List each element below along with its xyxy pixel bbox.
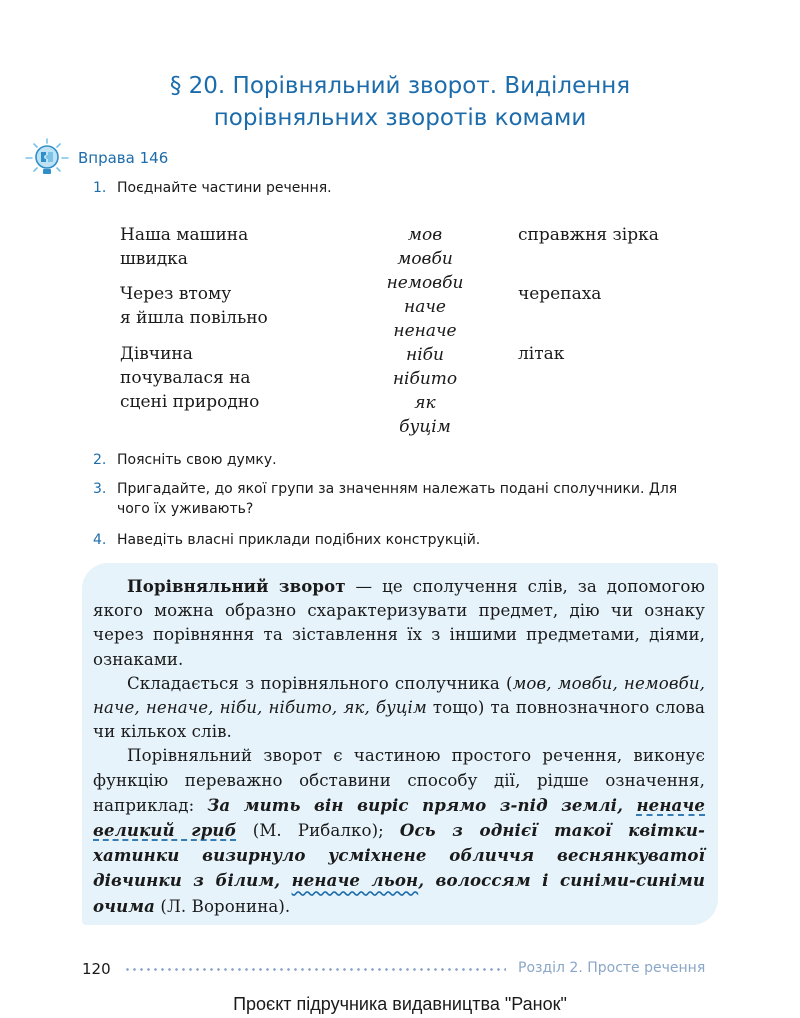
rule-definition: — це сполучення слів, за допомогою якого можна образно схарактеризувати предмет, дію чи ознаку через порівняння та зіставлення їх з іншими предметами, діями, ознаками. — [93, 577, 705, 669]
task-text-continued: чого їх уживають? — [117, 501, 254, 517]
sentence-part-line: я йшла повільно — [120, 308, 268, 328]
rule-paragraph-2 — [93, 672, 705, 745]
conjunction: буцім — [399, 417, 451, 437]
example-2-comparison: неначе льон — [291, 870, 419, 891]
task-1 — [93, 178, 733, 198]
section-title — [0, 70, 800, 134]
page-number: 120 — [82, 960, 111, 978]
conjunction: ніби — [406, 345, 444, 365]
task-number: 3. — [93, 481, 107, 497]
comparison-3: літак — [518, 344, 565, 364]
task-text: Поясніть свою думку. — [117, 452, 277, 468]
sentence-part-line: Наша машина — [120, 225, 249, 245]
task-number: 1. — [93, 180, 107, 196]
example-1: За мить він виріс прямо з-під землі, — [207, 794, 637, 815]
section-title-line-2: порівняльних зворотів комами — [213, 105, 587, 131]
publisher-note: Проєкт підручника видавництва "Ранок" — [233, 994, 567, 1014]
rule-paragraph-3 — [93, 744, 705, 918]
sentence-part-line: Через втому — [120, 284, 232, 304]
sentence-part-3 — [120, 342, 259, 414]
task-text: Пригадайте, до якої групи за значенням належать подані сполучники. Для — [117, 481, 678, 497]
footer-dotted-divider — [124, 968, 506, 971]
conjunction: наче — [404, 297, 446, 317]
section-title-line-1: § 20. Порівняльний зворот. Виділення — [169, 73, 631, 99]
example-2-author: (Л. Воронина). — [155, 896, 291, 916]
example-1-author: (М. Рибалко); — [236, 821, 400, 841]
sentence-part-line: почувалася на — [120, 368, 251, 388]
conjunction: нібито — [392, 369, 458, 389]
task-text: Наведіть власні приклади подібних конструкцій. — [117, 532, 481, 548]
rule-conjunctions: мов, мовби, немовби, наче, неначе, ніби, нібито, як, буцім — [93, 673, 705, 718]
sentence-part-line: Дівчина — [120, 344, 193, 364]
task-number: 2. — [93, 452, 107, 468]
rule-text — [93, 574, 705, 919]
example-1-comparison: неначе великий гриб — [93, 794, 705, 841]
conjunction: неначе — [393, 321, 457, 341]
example-2-rest: , волоссям і синіми-синіми очима — [93, 870, 706, 916]
sentence-part-line: швидка — [120, 249, 188, 269]
task-number: 4. — [93, 532, 107, 548]
rule-paragraph-1 — [93, 574, 705, 672]
rule-text-span: Порівняльний зворот є частиною простого речення, виконує функцію переважно обставини способу дії, рідше означення, наприклад: — [93, 746, 705, 815]
task-2 — [93, 450, 733, 470]
task-3 — [93, 479, 733, 519]
rule-text-span: тощо) та повнозначного слова чи кількох слів. — [93, 698, 705, 742]
task-4 — [93, 530, 733, 550]
sentence-part-2 — [120, 282, 268, 330]
conjunction-list — [360, 223, 490, 439]
rule-term: Порівняльний зворот — [127, 576, 346, 596]
example-2: Ось з однієї такої квітки-хатинки визирнуло усміхнене обличчя веснянкуватої дівчинки з білим, — [93, 820, 705, 891]
rule-text-span: Складається з порівняльного сполучника ( — [127, 673, 513, 693]
sentence-part-1 — [120, 223, 248, 271]
comparison-2: черепаха — [518, 284, 602, 304]
conjunction: мов — [407, 225, 443, 245]
exercise-heading — [24, 140, 168, 176]
conjunction: мовби — [397, 249, 453, 269]
lightbulb-puzzle-icon — [24, 138, 70, 178]
conjunction: немовби — [386, 273, 464, 293]
comparison-1: справжня зірка — [518, 225, 659, 245]
sentence-part-line: сцені природно — [120, 392, 260, 412]
footer-section-title: Розділ 2. Просте речення — [518, 960, 706, 976]
exercise-label: Вправа 146 — [78, 149, 169, 167]
task-text: Поєднайте частини речення. — [117, 180, 332, 196]
conjunction: як — [414, 393, 436, 413]
